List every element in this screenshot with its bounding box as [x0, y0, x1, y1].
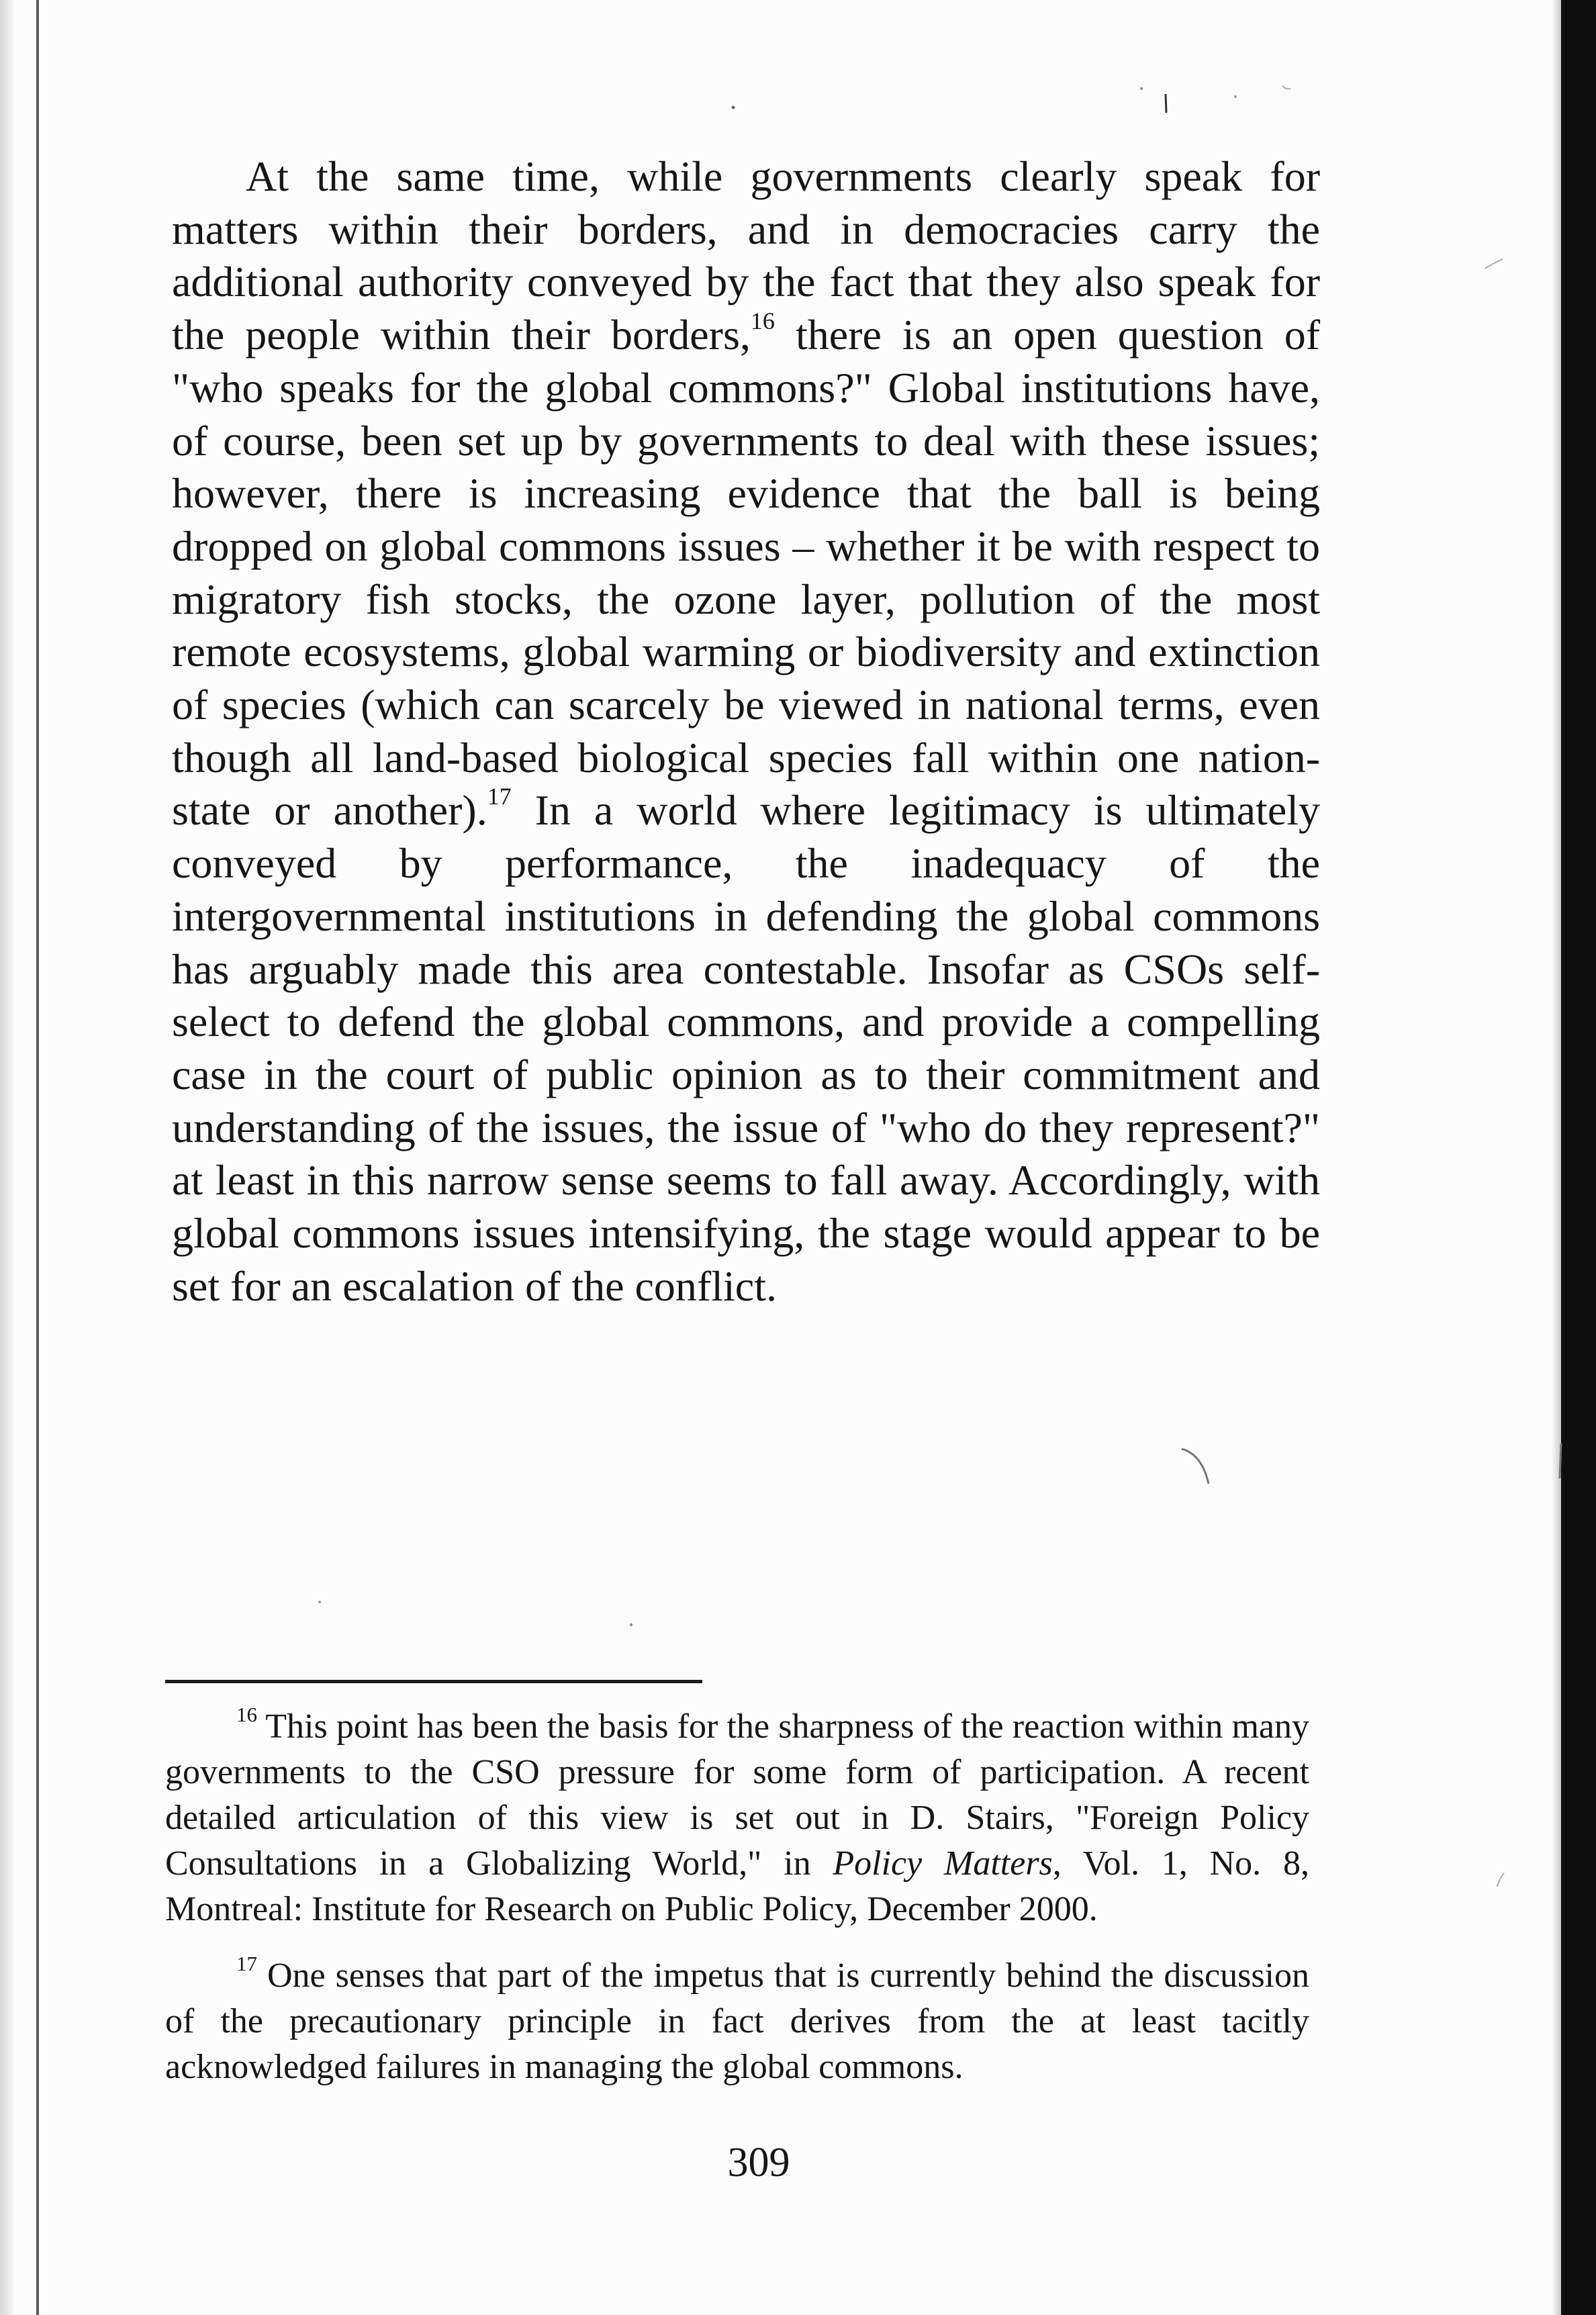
footnote-separator-rule — [165, 1680, 702, 1683]
footnote-text: One senses that part of the impetus that is currently behind the discussion of the precautionary principle in fact derives from the at least tacitly acknowledged failures in managing the global commons. — [165, 1956, 1309, 2086]
body-paragraph — [172, 150, 1320, 1313]
footnote-number: 17 — [236, 1952, 257, 1975]
body-text-part-3: In a world where legitimacy is ultimately conveyed by performance, the inadequacy of the intergovernmental institutions in defending the global commons has arguably made this area contestable. Insofar as CSOs self-select to defend the global commons, and provide a compelling case in the court of public opinion as to their commitment and understanding of the issues, the issue of "who do they represent?" at least in this narrow sense seems to fall away. Accordingly, with global commons issues intensifying, the stage would appear to be set for an escalation of the conflict. — [172, 786, 1321, 1310]
footnote-italic-title: Policy Matters — [833, 1844, 1053, 1883]
body-text-part-2: there is an open question of "who speaks for the global commons?" Global institutions have, of course, been set up by governments to deal with these issues; however, there is increasing evidence that the ball is being dropped on global commons issues – whether it be with respect to migratory fish stocks, the ozone layer, pollution of the most remote ecosystems, global warming or biodiversity and extinction of species (which can scarcely be viewed in national terms, even though all land-based biological species fall within one nation-state or another). — [172, 311, 1321, 835]
footnote-text: This point has been the basis for the sharpness of the reaction within many governments to the CSO pressure for some form of participation. A recent detailed articulation of this view is set out in D. Stairs, "Foreign Policy Consultations in a Globalizing World," in — [165, 1707, 1309, 1883]
body-text-part-1: At the same time, while governments clearly speak for matters within their borders, and in democracies carry the additional authority conveyed by the fact that they also speak for the people within their borders, — [172, 152, 1320, 359]
footnote-16 — [165, 1704, 1309, 1932]
footnote-number: 16 — [236, 1703, 257, 1726]
footnote-text-tail: , Vol. 1, No. 8, Montreal: Institute for Research on Public Policy, December 2000. — [165, 1844, 1309, 1928]
footnote-ref-17: 17 — [487, 783, 512, 810]
footnote-17 — [165, 1953, 1309, 2090]
page-number: 309 — [727, 2140, 790, 2185]
footnote-ref-16: 16 — [750, 308, 775, 335]
